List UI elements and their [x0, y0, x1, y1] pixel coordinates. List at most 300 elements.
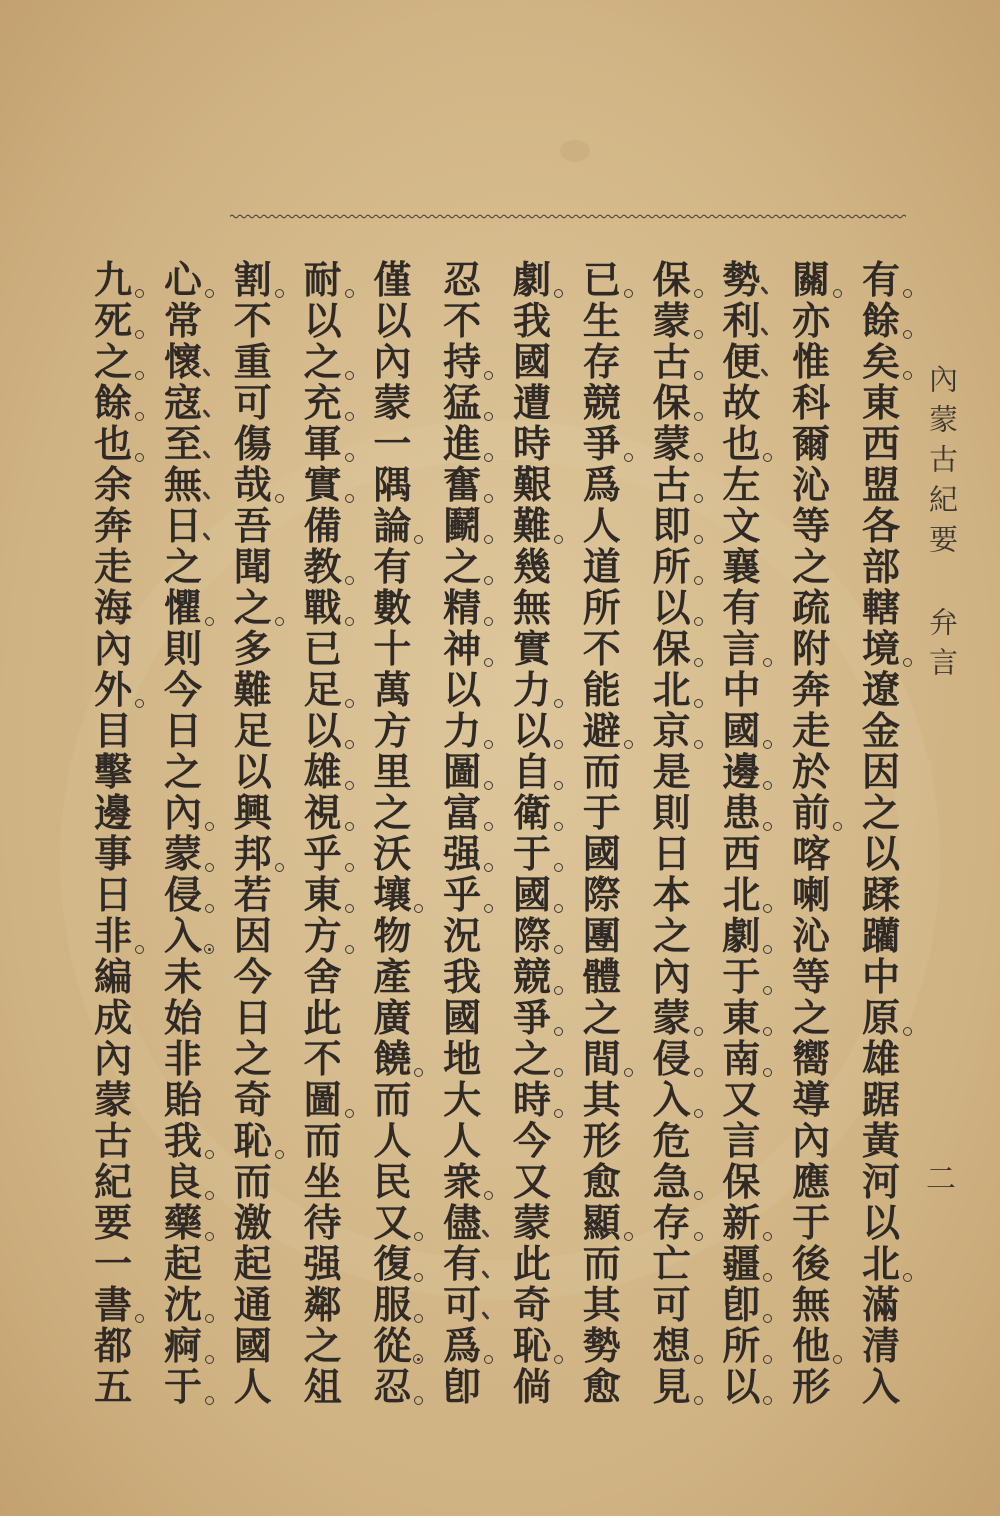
- character-cell: [859, 1325, 903, 1366]
- character-cell: [510, 792, 554, 833]
- circle-mark-icon: [554, 535, 563, 544]
- character-cell: [580, 628, 624, 669]
- character-cell: [440, 997, 484, 1038]
- character-cell: [161, 1366, 205, 1407]
- character-cell: [161, 546, 205, 587]
- character-cell: [719, 997, 763, 1038]
- character-cell: [161, 874, 205, 915]
- character-cell: [650, 792, 694, 833]
- circle-mark-icon: [554, 289, 563, 298]
- character: 導: [792, 1077, 831, 1122]
- character: 服: [373, 1282, 412, 1327]
- character: 若: [233, 872, 272, 917]
- character: 體: [582, 954, 621, 999]
- character: 爲: [443, 1323, 482, 1368]
- character-cell: [510, 382, 554, 423]
- character: 原: [861, 995, 900, 1040]
- character: 西: [722, 831, 761, 876]
- character-cell: [161, 751, 205, 792]
- character: 內: [94, 1036, 133, 1081]
- character-cell: [301, 833, 345, 874]
- character: 而: [303, 1118, 342, 1163]
- character-cell: [580, 382, 624, 423]
- character-cell: [370, 1284, 414, 1325]
- character: 以: [303, 708, 342, 753]
- character-cell: [789, 628, 833, 669]
- circle-mark-icon: [903, 658, 912, 667]
- character-cell: [859, 792, 903, 833]
- character: 存: [652, 1200, 691, 1245]
- character: 力: [443, 708, 482, 753]
- character-cell: [370, 587, 414, 628]
- character-cell: [719, 1079, 763, 1120]
- character-cell: [859, 874, 903, 915]
- character-cell: [859, 710, 903, 751]
- circle-mark-icon: [484, 658, 493, 667]
- character: 言: [722, 626, 761, 671]
- character: 此: [512, 1241, 551, 1286]
- character: 卽: [722, 1282, 761, 1327]
- character: 以: [443, 667, 482, 712]
- character: 襄: [722, 544, 761, 589]
- character-cell: [301, 751, 345, 792]
- character: 入: [163, 913, 202, 958]
- text-column: [440, 259, 484, 1407]
- character-cell: [580, 1202, 624, 1243]
- character-cell: [650, 341, 694, 382]
- circle-mark-icon: [694, 617, 703, 626]
- character-cell: [301, 587, 345, 628]
- circle-mark-icon: [484, 412, 493, 421]
- character: 則: [652, 790, 691, 835]
- character-cell: [91, 382, 135, 423]
- character-cell: [161, 1120, 205, 1161]
- character-cell: [370, 874, 414, 915]
- character-cell: [789, 751, 833, 792]
- character-cell: [161, 956, 205, 997]
- character-cell: [440, 1284, 484, 1325]
- character: 今: [512, 1118, 551, 1163]
- character-cell: [231, 1161, 275, 1202]
- character: 實: [303, 462, 342, 507]
- character-cell: [440, 1325, 484, 1366]
- character: 多: [233, 626, 272, 671]
- character-cell: [650, 751, 694, 792]
- circle-mark-icon: [694, 412, 703, 421]
- character-cell: [789, 710, 833, 751]
- character: 新: [722, 1200, 761, 1245]
- character: 走: [94, 544, 133, 589]
- character: 我: [443, 954, 482, 999]
- character: 常: [163, 298, 202, 343]
- circle-mark-icon: [554, 904, 563, 913]
- character-cell: [719, 1161, 763, 1202]
- character: 所: [722, 1323, 761, 1368]
- character-cell: [91, 833, 135, 874]
- character-cell: [440, 1366, 484, 1407]
- character-cell: [650, 1038, 694, 1079]
- character-cell: [719, 1284, 763, 1325]
- character-cell: [370, 628, 414, 669]
- circle-mark-icon: [554, 781, 563, 790]
- character: 之: [373, 790, 412, 835]
- character: 之: [792, 544, 831, 589]
- character: 以: [722, 1364, 761, 1409]
- character-cell: [440, 505, 484, 546]
- running-header-section: 弁言: [925, 607, 959, 687]
- character-cell: [370, 1161, 414, 1202]
- character-cell: [789, 341, 833, 382]
- circle-mark-icon: [414, 904, 423, 913]
- character: 後: [792, 1241, 831, 1286]
- character-cell: [161, 259, 205, 300]
- character: 起: [163, 1241, 202, 1286]
- character-cell: [859, 505, 903, 546]
- character-cell: [91, 1038, 135, 1079]
- character-cell: [440, 833, 484, 874]
- circle-mark-icon: [763, 1068, 772, 1077]
- circle-mark-icon: [554, 1027, 563, 1036]
- character: 之: [512, 1036, 551, 1081]
- character-cell: [719, 1038, 763, 1079]
- character: 所: [652, 544, 691, 589]
- character-cell: [789, 423, 833, 464]
- character-cell: [440, 915, 484, 956]
- circle-mark-icon: [205, 1396, 214, 1405]
- character: 割: [233, 257, 272, 302]
- character-cell: [231, 546, 275, 587]
- character: 便: [722, 339, 761, 384]
- character: 產: [373, 954, 412, 999]
- character-cell: [161, 341, 205, 382]
- character: 惟: [792, 339, 831, 384]
- circle-mark-icon: [345, 576, 354, 585]
- character: 科: [792, 380, 831, 425]
- character: 無: [792, 1282, 831, 1327]
- character-cell: [719, 1366, 763, 1407]
- circle-mark-icon: [554, 986, 563, 995]
- character: 恥: [233, 1118, 272, 1163]
- text-column: [161, 259, 205, 1407]
- character-cell: [510, 259, 554, 300]
- character: 生: [582, 298, 621, 343]
- character-cell: [91, 997, 135, 1038]
- character: 之: [443, 544, 482, 589]
- character: 之: [792, 995, 831, 1040]
- circle-mark-icon: [763, 1396, 772, 1405]
- character-cell: [301, 628, 345, 669]
- character-cell: [719, 833, 763, 874]
- character: 競: [582, 380, 621, 425]
- character: 我: [163, 1118, 202, 1163]
- character: 形: [582, 1118, 621, 1163]
- character: 爲: [582, 462, 621, 507]
- character-cell: [231, 956, 275, 997]
- character-cell: [789, 300, 833, 341]
- character-cell: [650, 956, 694, 997]
- text-column: [789, 259, 833, 1407]
- character-cell: [301, 341, 345, 382]
- circle-mark-icon: [345, 822, 354, 831]
- character-cell: [789, 1161, 833, 1202]
- character: 自: [512, 749, 551, 794]
- character: 方: [303, 913, 342, 958]
- circle-mark-icon: [135, 1314, 144, 1323]
- character-cell: [91, 259, 135, 300]
- character: 以: [861, 831, 900, 876]
- character: 充: [303, 380, 342, 425]
- circle-mark-icon: [135, 289, 144, 298]
- character: 擊: [94, 749, 133, 794]
- character: 入: [861, 1364, 900, 1409]
- character: 日: [163, 708, 202, 753]
- character-cell: [510, 1325, 554, 1366]
- character: 形: [792, 1364, 831, 1409]
- character: 已: [303, 626, 342, 671]
- character-cell: [859, 1284, 903, 1325]
- circle-mark-icon: [345, 412, 354, 421]
- character-cell: [91, 710, 135, 751]
- character: 而: [233, 1159, 272, 1204]
- character-cell: [510, 669, 554, 710]
- character: 饒: [373, 1036, 412, 1081]
- character-cell: [91, 1202, 135, 1243]
- character-cell: [161, 587, 205, 628]
- character: 走: [792, 708, 831, 753]
- character: 而: [582, 749, 621, 794]
- character-cell: [789, 1038, 833, 1079]
- character-cell: [580, 1366, 624, 1407]
- character: 精: [443, 585, 482, 630]
- character-cell: [231, 915, 275, 956]
- character-cell: [650, 833, 694, 874]
- character: 外: [94, 667, 133, 712]
- character: 也: [722, 421, 761, 466]
- circle-mark-icon: [135, 371, 144, 380]
- circle-mark-icon: [345, 453, 354, 462]
- character-cell: [301, 1325, 345, 1366]
- character-cell: [789, 1284, 833, 1325]
- character: 論: [373, 503, 412, 548]
- character: 遼: [861, 667, 900, 712]
- character: 內: [652, 954, 691, 999]
- character: 沁: [792, 913, 831, 958]
- character: 忍: [373, 1364, 412, 1409]
- character: 古: [94, 1118, 133, 1163]
- character-cell: [440, 382, 484, 423]
- character: 餘: [861, 298, 900, 343]
- character: 一: [373, 421, 412, 466]
- character-cell: [370, 1202, 414, 1243]
- circle-mark-icon: [275, 617, 284, 626]
- character-cell: [91, 464, 135, 505]
- character: 哉: [233, 462, 272, 507]
- character: 以: [303, 298, 342, 343]
- character-cell: [719, 300, 763, 341]
- circle-mark-icon: [484, 822, 493, 831]
- circle-mark-icon: [903, 289, 912, 298]
- character: 書: [94, 1282, 133, 1327]
- character: 能: [582, 667, 621, 712]
- character-cell: [859, 587, 903, 628]
- character: 爾: [792, 421, 831, 466]
- character: 北: [861, 1241, 900, 1286]
- circle-mark-icon: [345, 371, 354, 380]
- character-cell: [91, 423, 135, 464]
- character-cell: [650, 464, 694, 505]
- character: 沈: [163, 1282, 202, 1327]
- character: 是: [652, 749, 691, 794]
- character: 西: [861, 421, 900, 466]
- circle-mark-icon: [345, 617, 354, 626]
- character-cell: [580, 710, 624, 751]
- character-cell: [719, 341, 763, 382]
- character-cell: [231, 1202, 275, 1243]
- circle-mark-icon: [345, 699, 354, 708]
- character-cell: [789, 464, 833, 505]
- character: 道: [582, 544, 621, 589]
- character: 通: [233, 1282, 272, 1327]
- character-cell: [91, 1161, 135, 1202]
- character: 非: [94, 913, 133, 958]
- character: 奇: [512, 1282, 551, 1327]
- character: 而: [582, 1241, 621, 1286]
- character: 懼: [163, 585, 202, 630]
- character-cell: [650, 300, 694, 341]
- character: 人: [443, 1118, 482, 1163]
- character: 奔: [792, 667, 831, 712]
- character-cell: [440, 669, 484, 710]
- text-column: [231, 259, 275, 1407]
- character: 間: [582, 1036, 621, 1081]
- character: 有: [722, 585, 761, 630]
- character: 未: [163, 954, 202, 999]
- character-cell: [789, 1120, 833, 1161]
- circle-mark-icon: [624, 740, 633, 749]
- character-cell: [231, 997, 275, 1038]
- character-cell: [650, 1079, 694, 1120]
- character: 持: [443, 339, 482, 384]
- character-cell: [231, 628, 275, 669]
- character-cell: [580, 464, 624, 505]
- character-cell: [580, 341, 624, 382]
- character: 猛: [443, 380, 482, 425]
- character-cell: [440, 1161, 484, 1202]
- character: 侵: [652, 1036, 691, 1081]
- character: 則: [163, 626, 202, 671]
- character-cell: [859, 341, 903, 382]
- character-cell: [91, 300, 135, 341]
- character-cell: [789, 1243, 833, 1284]
- character: 貽: [163, 1077, 202, 1122]
- character-cell: [231, 669, 275, 710]
- character: 大: [443, 1077, 482, 1122]
- circle-mark-icon: [763, 986, 772, 995]
- character: 有: [861, 257, 900, 302]
- circle-mark-icon: [763, 945, 772, 954]
- character-cell: [859, 669, 903, 710]
- character: 喀: [792, 831, 831, 876]
- character: 壤: [373, 872, 412, 917]
- character: 雄: [303, 749, 342, 794]
- character-cell: [650, 1161, 694, 1202]
- character: 又: [373, 1200, 412, 1245]
- character-cell: [231, 710, 275, 751]
- character-cell: [370, 833, 414, 874]
- character-cell: [161, 382, 205, 423]
- text-column: [580, 259, 624, 1407]
- circle-mark-icon: [345, 289, 354, 298]
- character: 事: [94, 831, 133, 876]
- circle-mark-icon: [484, 781, 493, 790]
- character-cell: [231, 1325, 275, 1366]
- text-column: [650, 259, 694, 1407]
- character: 等: [792, 954, 831, 999]
- character-cell: [301, 1038, 345, 1079]
- character: 各: [861, 503, 900, 548]
- circle-mark-icon: [694, 330, 703, 339]
- circle-mark-icon: [484, 371, 493, 380]
- character: 恥: [512, 1323, 551, 1368]
- circle-mark-icon: [694, 1191, 703, 1200]
- character: 保: [722, 1159, 761, 1204]
- character: 幾: [512, 544, 551, 589]
- character-cell: [789, 874, 833, 915]
- character: 中: [722, 667, 761, 712]
- circle-mark-icon: [275, 494, 284, 503]
- character-cell: [440, 710, 484, 751]
- circle-mark-icon: [345, 904, 354, 913]
- character: 此: [303, 995, 342, 1040]
- character: 應: [792, 1159, 831, 1204]
- character-cell: [231, 1284, 275, 1325]
- circle-mark-icon: [484, 576, 493, 585]
- circle-mark-icon: [554, 740, 563, 749]
- character-cell: [161, 915, 205, 956]
- character: 內: [792, 1118, 831, 1163]
- character-cell: [301, 382, 345, 423]
- character-cell: [580, 751, 624, 792]
- character: 滿: [861, 1282, 900, 1327]
- character-cell: [650, 382, 694, 423]
- character-cell: [231, 505, 275, 546]
- character: 黃: [861, 1118, 900, 1163]
- character: 蒙: [94, 1077, 133, 1122]
- character: 患: [722, 790, 761, 835]
- character-cell: [580, 505, 624, 546]
- character-cell: [231, 833, 275, 874]
- character-cell: [231, 1120, 275, 1161]
- character-cell: [510, 423, 554, 464]
- character: 人: [373, 1118, 412, 1163]
- character-cell: [370, 300, 414, 341]
- character-cell: [161, 792, 205, 833]
- character: 乎: [303, 831, 342, 876]
- character-cell: [301, 669, 345, 710]
- circle-mark-icon: [833, 822, 842, 831]
- character-cell: [161, 464, 205, 505]
- character: 文: [722, 503, 761, 548]
- character: 之: [163, 749, 202, 794]
- character: 進: [443, 421, 482, 466]
- character-cell: [301, 546, 345, 587]
- character-cell: [580, 915, 624, 956]
- character: 足: [233, 708, 272, 753]
- character: 日: [652, 831, 691, 876]
- character: 存: [582, 339, 621, 384]
- character: 關: [792, 257, 831, 302]
- text-column: [719, 259, 763, 1407]
